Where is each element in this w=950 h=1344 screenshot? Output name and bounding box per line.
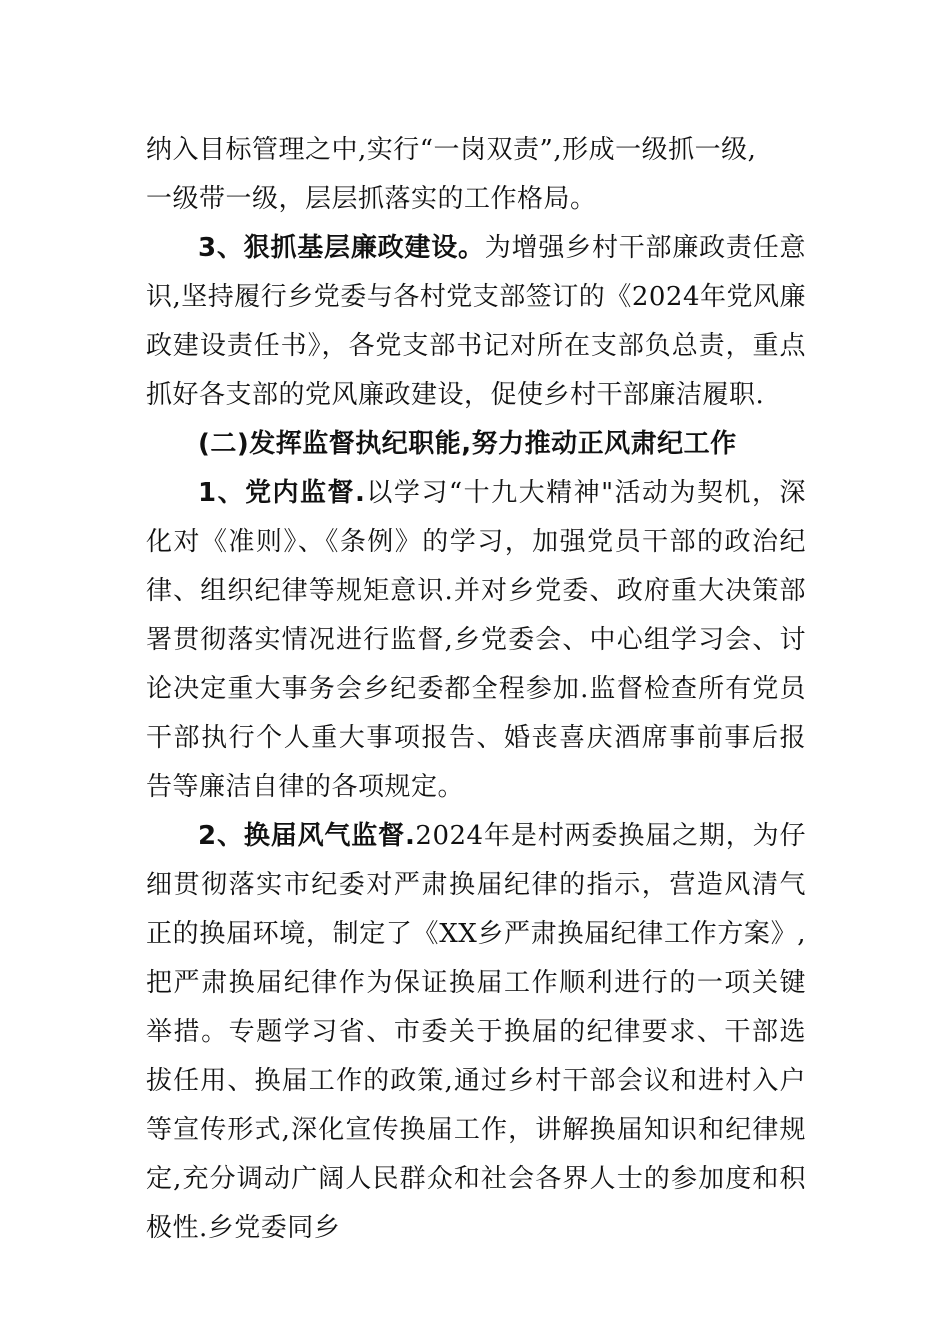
- paragraph-text: 2024年是村两委换届之期，为仔细贯彻落实市纪委对严肃换届纪律的指示，营造风清气正的换届环境，制定了《XX乡严肃换届纪律工作方案》,把严肃换届纪律作为保证换届工作顺利进行的一项关键举措。专题学习省、市委关于换届的纪律要求、干部选拔任用、换届工作的政策,通过乡村干部会议和进村入户等宣传形式,深化宣传换届工作，讲解换届知识和纪律规定,充分调动广阔人民群众和社会各界人士的参加度和积极性.乡党委同乡: [146, 821, 807, 1243]
- paragraph-line: 纳入目标管理之中,实行“一岗双责”,形成一级抓一级,: [146, 135, 757, 165]
- paragraph-grassroots-integrity: [146, 224, 806, 420]
- section-heading: (二)发挥监督执纪职能,努力推动正风肃纪工作: [198, 429, 737, 459]
- paragraph-title: 3、狠抓基层廉政建设。: [198, 233, 485, 263]
- paragraph-election-supervision: [146, 812, 806, 1253]
- paragraph-title: 1、党内监督.: [198, 478, 366, 508]
- paragraph-text: 为增强乡村干部廉政责任意识,坚持履行乡党委与各村党支部签订的《2024年党风廉政建设责任书》，各党支部书记对所在支部负总责，重点抓好各支部的党风廉政建设，促使乡村干部廉洁履职.: [146, 233, 806, 410]
- paragraph-title: 2、换届风气监督.: [198, 821, 416, 851]
- document-body: [146, 126, 806, 1253]
- paragraph-text: 以学习“十九大精神"活动为契机，深化对《准则》、《条例》的学习，加强党员干部的政治纪律、组织纪律等规矩意识.并对乡党委、政府重大决策部署贯彻落实情况进行监督,乡党委会、中心组学习会、讨论决定重大事务会乡纪委都全程参加.监督检查所有党员干部执行个人重大事项报告、婚丧喜庆酒席事前事后报告等廉洁自律的各项规定。: [146, 478, 807, 802]
- paragraph-party-supervision: [146, 469, 806, 812]
- paragraph-continuation: [146, 126, 806, 224]
- paragraph-line: 一级带一级，层层抓落实的工作格局。: [146, 184, 597, 214]
